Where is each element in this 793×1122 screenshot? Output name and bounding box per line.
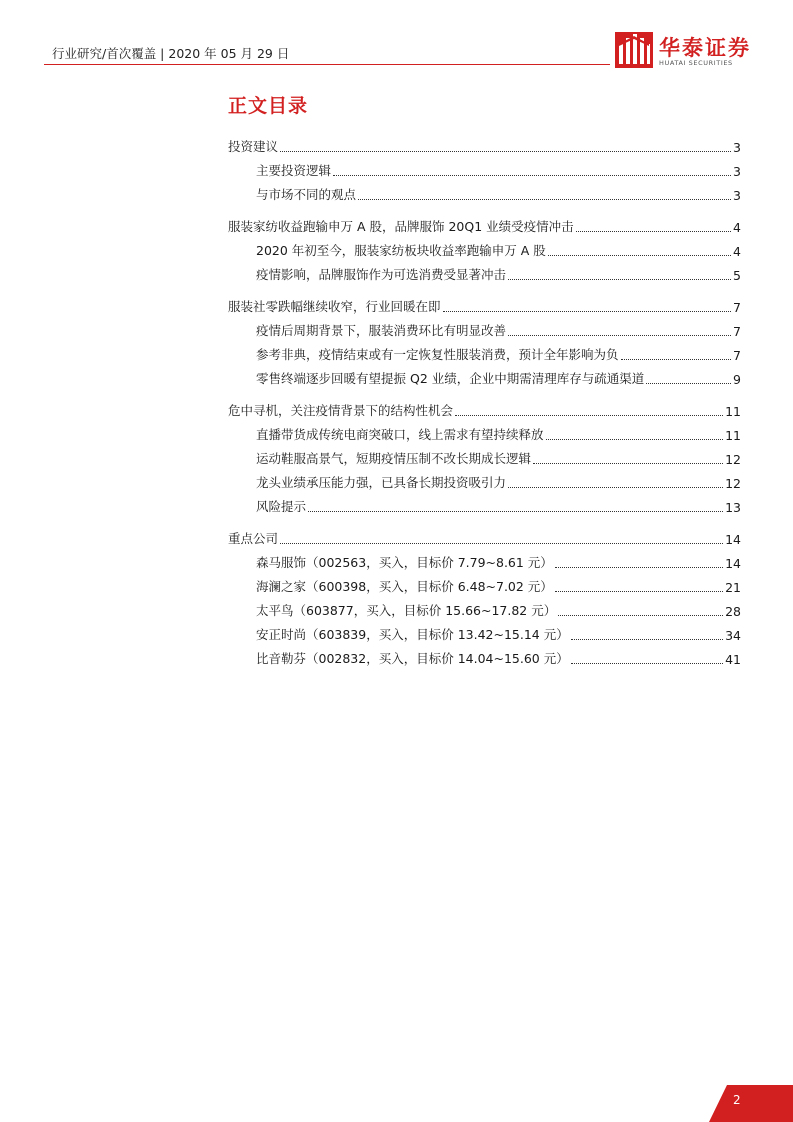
toc-entry-page: 3	[733, 164, 741, 179]
toc-entry[interactable]	[256, 603, 741, 619]
toc-entry[interactable]	[256, 451, 741, 467]
toc-entry[interactable]	[256, 475, 741, 491]
toc-entry-page: 4	[733, 244, 741, 259]
toc-entry-page: 7	[733, 324, 741, 339]
dot-leader	[576, 231, 731, 232]
page-number: 2	[733, 1093, 741, 1107]
toc-entry[interactable]	[256, 499, 741, 515]
toc-entry-label: 森马服饰（002563，买入，目标价 7.79~8.61 元）	[256, 555, 553, 570]
toc-entry-page: 9	[733, 372, 741, 387]
toc-entry-label: 运动鞋服高景气，短期疫情压制不改长期成长逻辑	[256, 451, 532, 466]
toc-entry-label: 龙头业绩承压能力强，已具备长期投资吸引力	[256, 475, 507, 490]
toc-title: 正文目录	[228, 95, 309, 117]
toc-entry-label: 与市场不同的观点	[256, 187, 357, 202]
toc-entry[interactable]	[228, 299, 741, 315]
toc-entry[interactable]	[228, 403, 741, 419]
toc-entry[interactable]	[256, 627, 741, 643]
toc-entry-page: 7	[733, 348, 741, 363]
huatai-logo	[615, 32, 755, 70]
toc-entry[interactable]	[256, 579, 741, 595]
toc-entry-label: 危中寻机，关注疫情背景下的结构性机会	[228, 403, 454, 418]
toc-entry-label: 服装社零跌幅继续收窄，行业回暖在即	[228, 299, 441, 314]
toc-entry-label: 直播带货成传统电商突破口，线上需求有望持续释放	[256, 427, 544, 442]
toc-entry-page: 12	[725, 476, 741, 491]
toc-entry-label: 主要投资逻辑	[256, 163, 332, 178]
toc-entry-label: 海澜之家（600398，买入，目标价 6.48~7.02 元）	[256, 579, 553, 594]
toc-entry-page: 3	[733, 188, 741, 203]
dot-leader	[555, 591, 723, 592]
dot-leader	[533, 463, 723, 464]
dot-leader	[280, 543, 723, 544]
dot-leader	[546, 439, 724, 440]
toc-entry[interactable]	[256, 163, 741, 179]
toc-entry-label: 2020 年初至今，服装家纺板块收益率跑输申万 A 股	[256, 243, 546, 258]
toc-entry-label: 太平鸟（603877，买入，目标价 15.66~17.82 元）	[256, 603, 557, 618]
toc-entry-page: 5	[733, 268, 741, 283]
toc-entry-page: 11	[725, 404, 741, 419]
dot-leader	[333, 175, 731, 176]
toc-entry-label: 零售终端逐步回暖有望提振 Q2 业绩，企业中期需清理库存与疏通渠道	[256, 371, 645, 386]
dot-leader	[571, 663, 723, 664]
report-header: 行业研究/首次覆盖 | 2020 年 05 月 29 日	[52, 46, 290, 61]
dot-leader	[443, 311, 732, 312]
toc-entry-page: 4	[733, 220, 741, 235]
toc-entry-page: 41	[725, 652, 741, 667]
toc-entry[interactable]	[256, 427, 741, 443]
toc-entry[interactable]	[256, 243, 741, 259]
toc-entry[interactable]	[256, 555, 741, 571]
toc-entry[interactable]	[228, 219, 741, 235]
toc-entry-page: 13	[725, 500, 741, 515]
toc-entry-label: 比音勒芬（002832，买入，目标价 14.04~15.60 元）	[256, 651, 569, 666]
toc-entry-label: 风险提示	[256, 499, 307, 514]
dot-leader	[358, 199, 731, 200]
page-badge-notch	[709, 1085, 727, 1122]
toc-entry-page: 14	[725, 556, 741, 571]
dot-leader	[558, 615, 723, 616]
toc-entry-page: 28	[725, 604, 741, 619]
huatai-logo-icon	[615, 32, 653, 68]
dot-leader	[508, 279, 731, 280]
toc-entry-page: 3	[733, 140, 741, 155]
toc-entry-page: 12	[725, 452, 741, 467]
dot-leader	[571, 639, 723, 640]
toc-entry[interactable]	[256, 187, 741, 203]
toc-entry-page: 14	[725, 532, 741, 547]
header-divider	[44, 64, 610, 65]
logo-english-name: HUATAI SECURITIES	[659, 59, 733, 67]
dot-leader	[508, 487, 723, 488]
dot-leader	[508, 335, 731, 336]
toc-entry-label: 安正时尚（603839，买入，目标价 13.42~15.14 元）	[256, 627, 569, 642]
dot-leader	[455, 415, 723, 416]
dot-leader	[280, 151, 731, 152]
toc-entry-page: 11	[725, 428, 741, 443]
toc-entry-label: 疫情影响，品牌服饰作为可选消费受显著冲击	[256, 267, 507, 282]
toc-entry-page: 34	[725, 628, 741, 643]
toc-entry-label: 重点公司	[228, 531, 279, 546]
toc-entry-label: 投资建议	[228, 139, 279, 154]
toc-entry[interactable]	[256, 347, 741, 363]
toc-entry[interactable]	[228, 139, 741, 155]
toc-entry[interactable]	[256, 267, 741, 283]
toc-entry[interactable]	[256, 371, 741, 387]
toc-entry[interactable]	[256, 323, 741, 339]
dot-leader	[308, 511, 723, 512]
toc-entry-label: 参考非典，疫情结束或有一定恢复性服装消费，预计全年影响为负	[256, 347, 619, 362]
toc-entry-label: 服装家纺收益跑输申万 A 股，品牌服饰 20Q1 业绩受疫情冲击	[228, 219, 574, 234]
toc-entry-label: 疫情后周期背景下，服装消费环比有明显改善	[256, 323, 507, 338]
logo-chinese-name: 华泰证券	[659, 36, 751, 60]
dot-leader	[646, 383, 731, 384]
dot-leader	[621, 359, 732, 360]
dot-leader	[555, 567, 723, 568]
dot-leader	[548, 255, 731, 256]
toc-entry-page: 21	[725, 580, 741, 595]
toc-entry[interactable]	[228, 531, 741, 547]
toc-entry[interactable]	[256, 651, 741, 667]
toc-entry-page: 7	[733, 300, 741, 315]
